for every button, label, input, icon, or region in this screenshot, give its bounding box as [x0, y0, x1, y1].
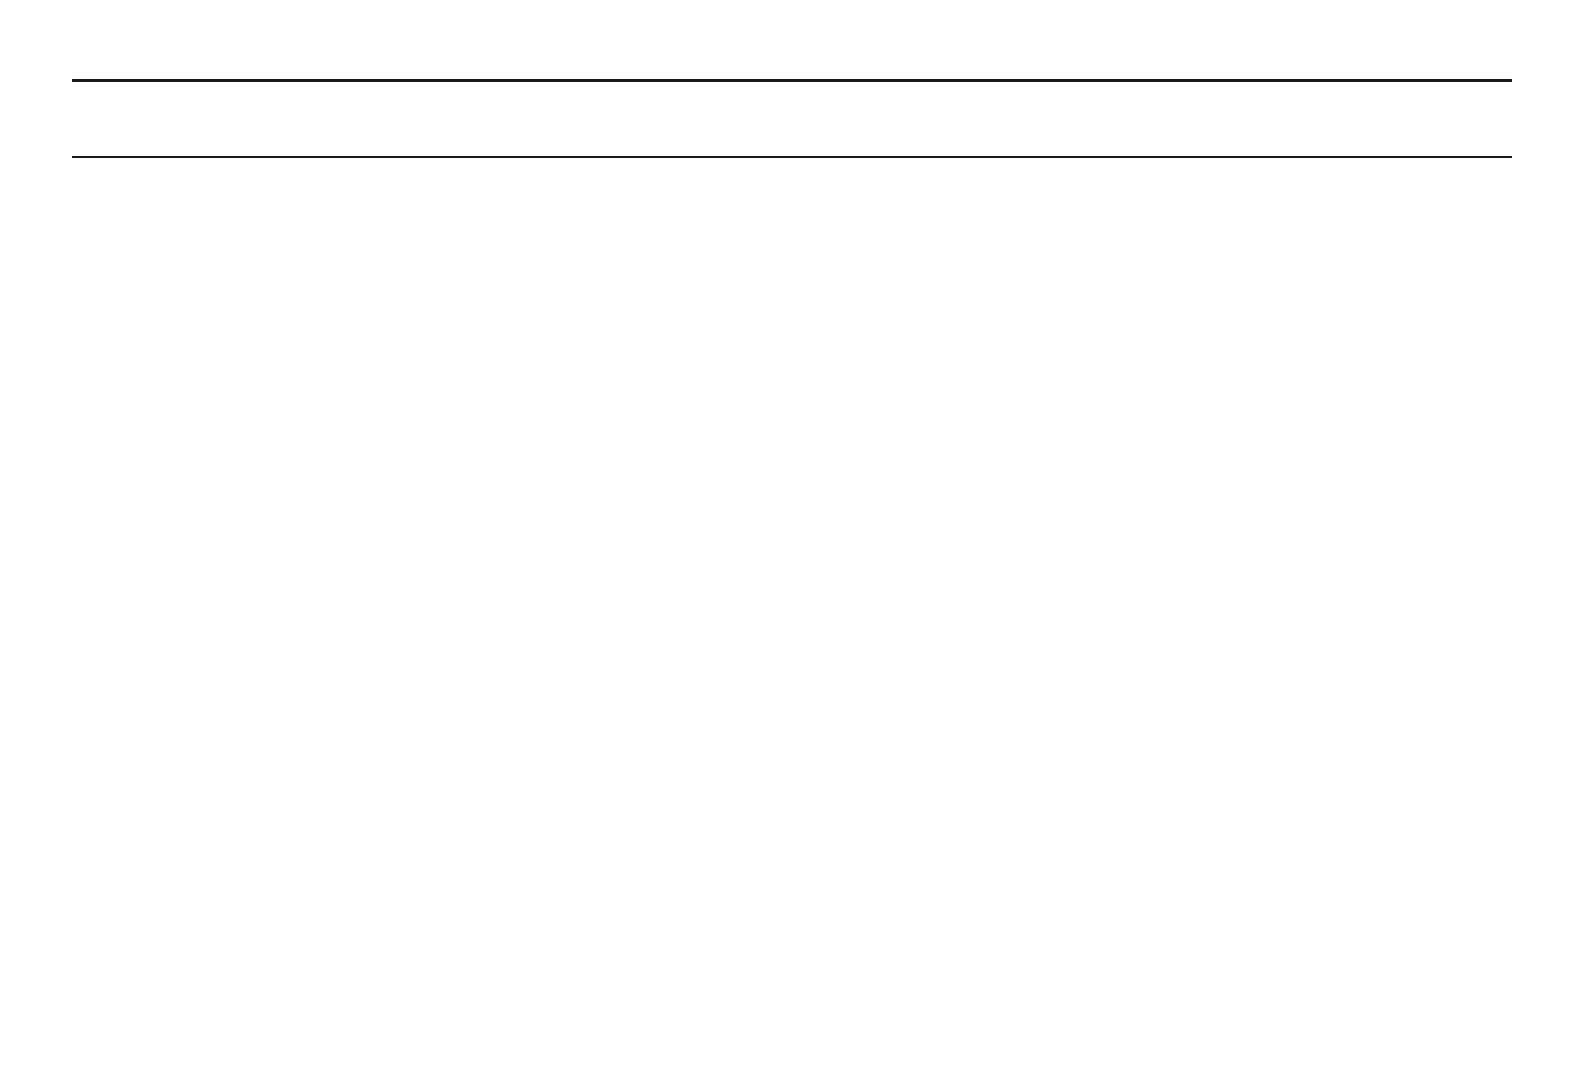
header-rule	[72, 156, 1512, 158]
top-rule	[72, 79, 1512, 82]
